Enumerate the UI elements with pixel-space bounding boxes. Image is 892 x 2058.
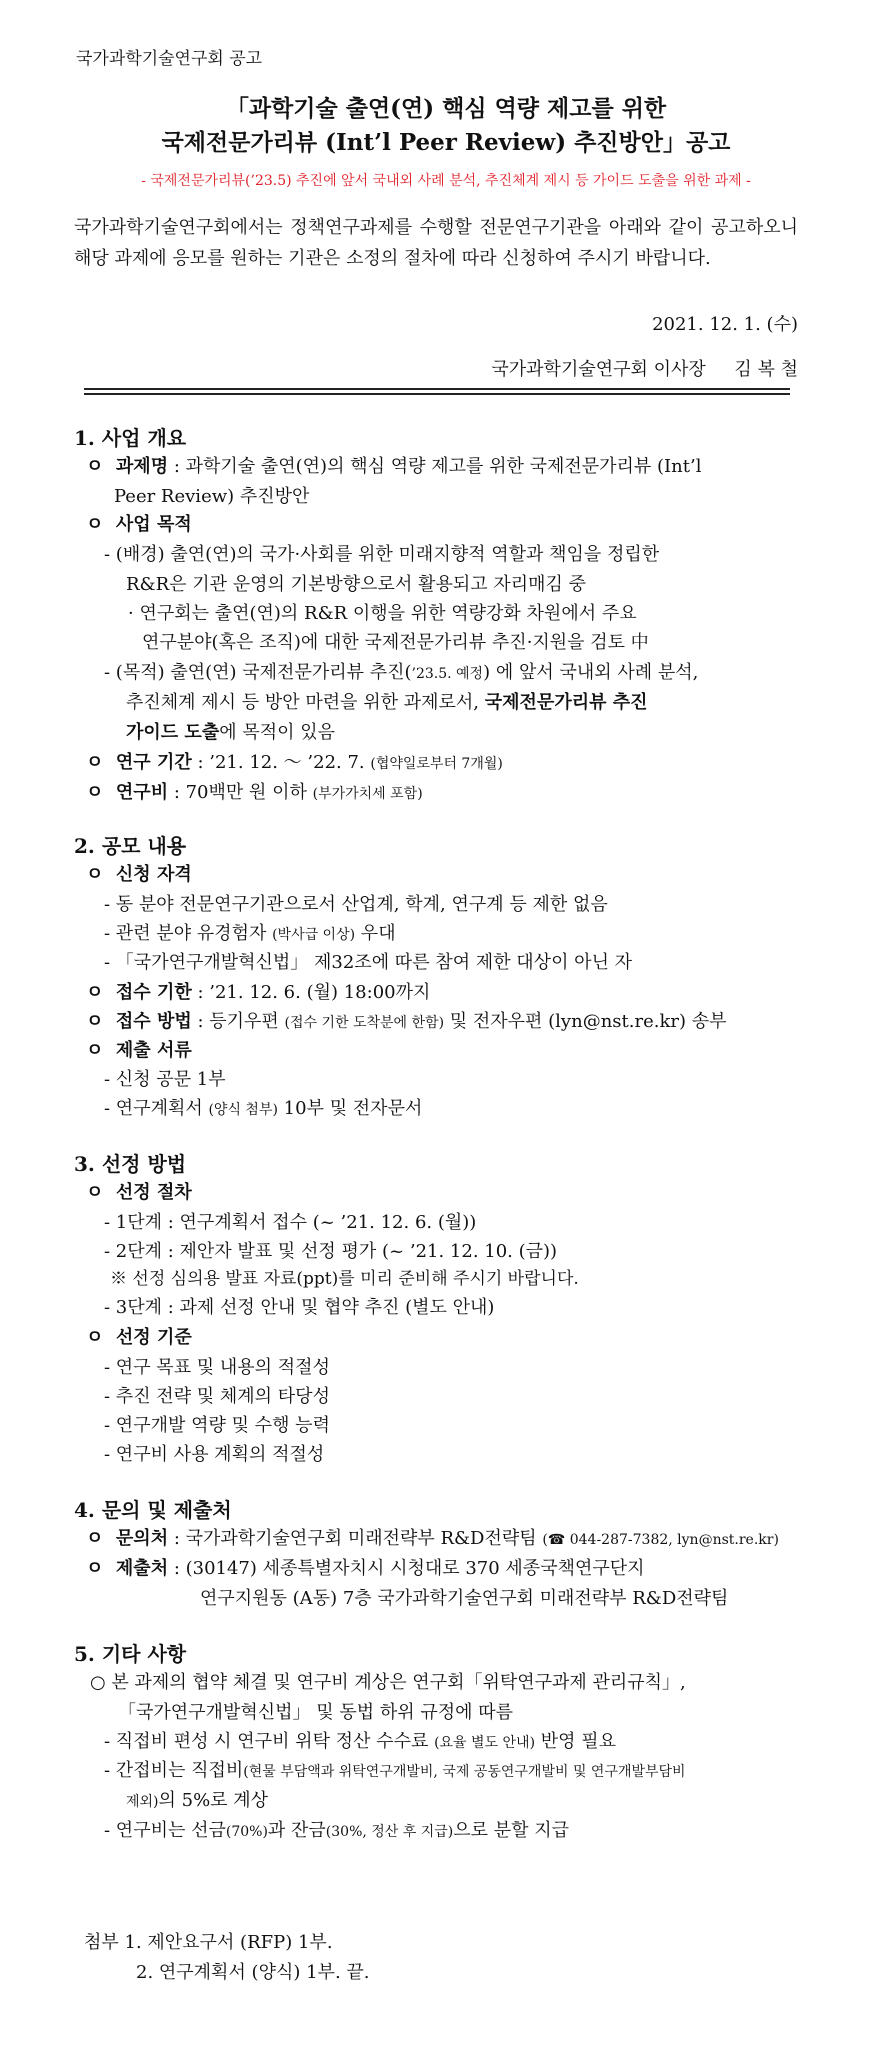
s2-deadline: ㅇ 접수 기한 : ’21. 12. 6. (월) 18:00까지: [86, 982, 431, 1003]
s1-background-sub-1: · 연구회는 출연(연)의 R&R 이행을 위한 역량강화 차원에서 주요: [128, 603, 637, 624]
section-1-heading: 1. 사업 개요: [74, 426, 187, 450]
attachment-1: 첨부 1. 제안요구서 (RFP) 1부.: [84, 1932, 333, 1953]
attachment-2: 2. 연구계획서 (양식) 1부. 끝.: [136, 1962, 370, 1983]
s2-method: ㅇ 접수 방법 : 등기우편 (접수 기한 도착분에 한함) 및 전자우편 (lyn@nst.re.kr) 송부: [86, 1011, 727, 1032]
signature: [491, 355, 798, 381]
s1-goal-line-3: 가이드 도출에 목적이 있음: [126, 722, 335, 743]
section-5-heading: 5. 기타 사항: [74, 1642, 187, 1666]
s3-procedure-3: - 3단계 : 과제 선정 안내 및 협약 추진 (별도 안내): [104, 1297, 495, 1318]
s3-criteria-1: - 연구 목표 및 내용의 적절성: [104, 1357, 330, 1378]
signer-org: 국가과학기술연구회 이사장: [491, 359, 706, 380]
title-line-2: 국제전문가리뷰 (Int’l Peer Review) 추진방안」공고: [161, 129, 731, 156]
s1-name-value: : 과학기술 출연(연)의 핵심 역량 제고를 위한 국제전문가리뷰 (Int’l: [168, 456, 702, 477]
s3-criteria-2: - 추진 전략 및 체계의 타당성: [104, 1386, 330, 1407]
s3-procedure-note: ※ 선정 심의용 발표 자료(ppt)를 미리 준비해 주시기 바랍니다.: [110, 1269, 579, 1289]
s1-purpose-heading: ㅇ 사업 목적: [86, 514, 192, 535]
s5-item-3-line-1: - 간접비는 직접비(현물 부담액과 위탁연구개발비, 국제 공동연구개발비 및 연구개발부담비: [104, 1760, 686, 1781]
s1-name-line-1: ㅇ 과제명 : 과학기술 출연(연)의 핵심 역량 제고를 위한 국제전문가리뷰 (Int’l: [86, 456, 702, 477]
signer-name: 김 복 철: [734, 359, 798, 380]
s1-period: ㅇ 연구 기간 : ’21. 12. ～ ’22. 7. (협약일로부터 7개월): [86, 752, 503, 773]
intro-paragraph: 국가과학기술연구회에서는 정책연구과제를 수행할 전문연구기관을 아래와 같이 공고하오니 해당 과제에 응모를 원하는 기관은 소정의 절차에 따라 신청하여 주시기 바랍니다.: [74, 217, 798, 269]
title-line-1: 「과학기술 출연(연) 핵심 역량 제고를 위한: [225, 95, 667, 122]
s2-qualification-2: - 관련 분야 유경험자 (박사급 이상) 우대: [104, 923, 396, 944]
s3-criteria-heading: ㅇ 선정 기준: [86, 1327, 192, 1348]
divider-line-bottom: [84, 393, 790, 395]
s4-contact: ㅇ 문의처 : 국가과학기술연구회 미래전략부 R&D전략팀 (☎ 044-287-7382, lyn@nst.re.kr): [86, 1528, 779, 1549]
s1-background-sub-2: 연구분야(혹은 조직)에 대한 국제전문가리뷰 추진·지원을 검토 中: [142, 632, 649, 653]
s3-procedure-1: - 1단계 : 연구계획서 접수 (~ ’21. 12. 6. (월)): [104, 1212, 477, 1233]
s1-budget: ㅇ 연구비 : 70백만 원 이하 (부가가치세 포함): [86, 782, 423, 803]
s5-item-3-line-2: 제외)의 5%로 계상: [126, 1790, 269, 1811]
s2-qualification-heading: ㅇ 신청 자격: [86, 864, 192, 885]
s1-name-label: 과제명: [115, 456, 169, 477]
s3-procedure-heading: ㅇ 선정 절차: [86, 1182, 192, 1203]
notice-date: 2021. 12. 1. (수): [652, 314, 798, 335]
s1-goal-line-2: 추진체계 제시 등 방안 마련을 위한 과제로서, 국제전문가리뷰 추진: [126, 692, 648, 713]
s3-criteria-3: - 연구개발 역량 및 수행 능력: [104, 1415, 330, 1436]
s2-qualification-3: - 「국가연구개발혁신법」 제32조에 따른 참여 제한 대상이 아닌 자: [104, 952, 633, 973]
s5-item-1-line-2: 「국가연구개발혁신법」 및 동법 하위 규정에 따름: [118, 1702, 513, 1723]
section-4-heading: 4. 문의 및 제출처: [74, 1498, 232, 1522]
s5-item-1-line-1: ○ 본 과제의 협약 체결 및 연구비 계상은 연구회「위탁연구과제 관리규칙」,: [90, 1672, 686, 1693]
s4-submit-line-2: 연구지원동 (A동) 7층 국가과학기술연구회 미래전략부 R&D전략팀: [200, 1588, 729, 1609]
section-2-heading: 2. 공모 내용: [74, 834, 187, 858]
s1-background-line-1: - (배경) 출연(연)의 국가·사회를 위한 미래지향적 역할과 책임을 정립한: [104, 544, 660, 565]
s3-criteria-4: - 연구비 사용 계획의 적절성: [104, 1444, 325, 1465]
s1-goal-line-1: - (목적) 출연(연) 국제전문가리뷰 추진(’23.5. 예정) 에 앞서 국내외 사례 분석,: [104, 662, 699, 683]
s2-documents-heading: ㅇ 제출 서류: [86, 1040, 192, 1061]
s4-submit-line-1: ㅇ 제출처 : (30147) 세종특별자치시 시청대로 370 세종국책연구단지: [86, 1558, 645, 1579]
org-notice: 국가과학기술연구회 공고: [76, 49, 263, 69]
section-3-heading: 3. 선정 방법: [74, 1152, 187, 1176]
s3-procedure-2: - 2단계 : 제안자 발표 및 선정 평가 (~ ’21. 12. 10. (금)): [104, 1241, 558, 1262]
s2-documents-1: - 신청 공문 1부: [104, 1069, 226, 1090]
s1-background-line-2: R&R은 기관 운영의 기본방향으로서 활용되고 자리매김 중: [126, 574, 586, 595]
subtitle: - 국제전문가리뷰(’23.5) 추진에 앞서 국내외 사례 분석, 추진체계 제시 등 가이드 도출을 위한 과제 -: [141, 173, 751, 189]
s2-qualification-1: - 동 분야 전문연구기관으로서 산업계, 학계, 연구계 등 제한 없음: [104, 894, 608, 915]
s5-item-2: - 직접비 편성 시 연구비 위탁 정산 수수료 (요율 별도 안내) 반영 필요: [104, 1731, 617, 1752]
s1-name-line-2: Peer Review) 추진방안: [114, 486, 310, 507]
divider-line-top: [84, 388, 790, 390]
s2-documents-2: - 연구계획서 (양식 첨부) 10부 및 전자문서: [104, 1098, 423, 1119]
s5-item-4: - 연구비는 선금(70%)과 잔금(30%, 정산 후 지급)으로 분할 지급: [104, 1820, 570, 1841]
